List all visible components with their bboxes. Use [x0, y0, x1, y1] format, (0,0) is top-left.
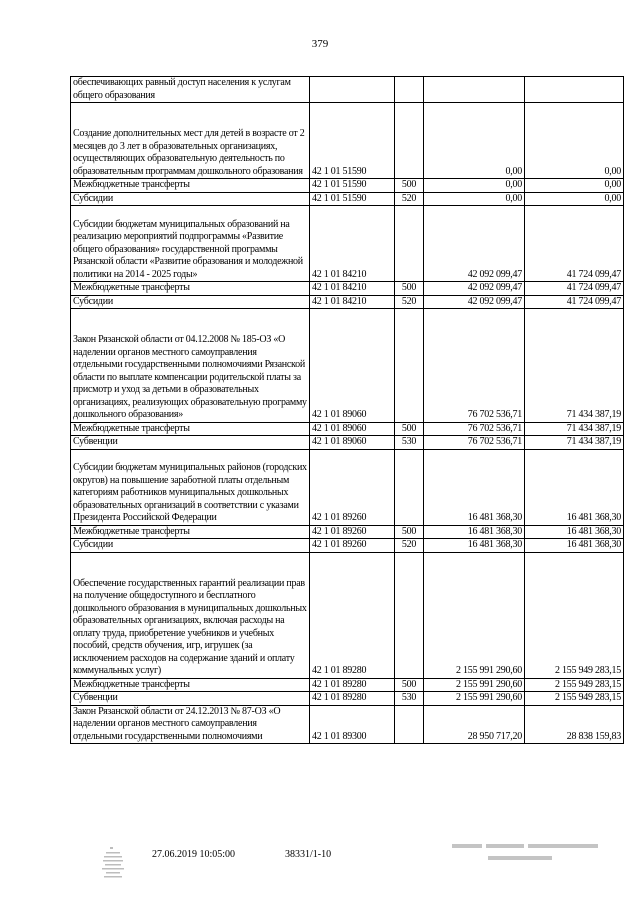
table-row: [71, 309, 624, 423]
table-row: [71, 552, 624, 678]
page-number: 379: [311, 38, 329, 50]
row-code-cell: 42 1 01 89060: [310, 422, 395, 436]
row-amount-year1-cell: 16 481 368,30: [424, 525, 525, 539]
row-expense-type-cell: 500: [395, 525, 424, 539]
row-amount-year2-cell: 2 155 949 283,15: [525, 552, 624, 678]
table-row: [71, 705, 624, 744]
table-row: [71, 282, 624, 296]
row-code-cell: 42 1 01 84210: [310, 282, 395, 296]
row-amount-year1-cell: 2 155 991 290,60: [424, 678, 525, 692]
row-name-cell: Субсидии бюджетам муниципальных образований на реализацию мероприятий подпрограммы «Развитие общего образования» государственной программы Рязанской области «Развитие образования и молодежной политики на 2014 - 2025 годы»: [71, 206, 310, 282]
row-name-cell: Межбюджетные трансферты: [71, 179, 310, 193]
table-row: [71, 436, 624, 450]
row-amount-year2-cell: 16 481 368,30: [525, 449, 624, 525]
row-expense-type-cell: [395, 309, 424, 423]
row-amount-year2-cell: 71 434 387,19: [525, 436, 624, 450]
row-amount-year1-cell: 16 481 368,30: [424, 539, 525, 553]
row-amount-year1-cell: 0,00: [424, 179, 525, 193]
row-amount-year2-cell: 41 724 099,47: [525, 295, 624, 309]
row-amount-year2-cell: 41 724 099,47: [525, 206, 624, 282]
row-amount-year2-cell: 16 481 368,30: [525, 525, 624, 539]
table-row: [71, 192, 624, 206]
row-name-cell: Закон Рязанской области от 24.12.2013 № 87-ОЗ «О наделении органов местного самоуправления отдельными государственными полномочиями: [71, 705, 310, 744]
row-name-cell: обеспечивающих равный доступ населения к услугам общего образования: [71, 77, 310, 103]
row-amount-year2-cell: 2 155 949 283,15: [525, 678, 624, 692]
table-row: [71, 539, 624, 553]
row-amount-year1-cell: 42 092 099,47: [424, 206, 525, 282]
row-expense-type-cell: 530: [395, 436, 424, 450]
table-body: [71, 77, 624, 744]
row-code-cell: 42 1 01 89260: [310, 539, 395, 553]
row-amount-year2-cell: 28 838 159,83: [525, 705, 624, 744]
row-amount-year1-cell: [424, 77, 525, 103]
row-name-cell: Субвенции: [71, 436, 310, 450]
row-amount-year2-cell: 0,00: [525, 103, 624, 179]
row-expense-type-cell: 520: [395, 295, 424, 309]
row-amount-year1-cell: 2 155 991 290,60: [424, 552, 525, 678]
row-code-cell: 42 1 01 84210: [310, 206, 395, 282]
row-expense-type-cell: [395, 206, 424, 282]
row-amount-year1-cell: 76 702 536,71: [424, 422, 525, 436]
row-code-cell: 42 1 01 89280: [310, 552, 395, 678]
row-name-cell: Обеспечение государственных гарантий реализации прав на получение общедоступного и бесплатного дошкольного образования в муниципальных дошкольных образовательных организациях, включая расходы на оплату труда, приобретение учебников и учебных пособий, средств обучения, игр, игрушек (за исключением расходов на содержание зданий и оплату коммунальных услуг): [71, 552, 310, 678]
row-code-cell: 42 1 01 51590: [310, 179, 395, 193]
row-name-cell: Межбюджетные трансферты: [71, 422, 310, 436]
row-code-cell: 42 1 01 89260: [310, 449, 395, 525]
row-name-cell: Субсидии бюджетам муниципальных районов (городских округов) на повышение заработной платы отдельным категориям работников муниципальных дошкольных образовательных организаций в соответствии с указами Президента Российской Федерации: [71, 449, 310, 525]
table-row: [71, 179, 624, 193]
row-amount-year1-cell: 76 702 536,71: [424, 436, 525, 450]
row-amount-year2-cell: 71 434 387,19: [525, 422, 624, 436]
row-amount-year2-cell: 0,00: [525, 192, 624, 206]
table-row: [71, 449, 624, 525]
row-name-cell: Субсидии: [71, 192, 310, 206]
row-expense-type-cell: [395, 705, 424, 744]
budget-table: [70, 76, 624, 744]
row-expense-type-cell: 500: [395, 282, 424, 296]
row-expense-type-cell: 500: [395, 422, 424, 436]
row-amount-year2-cell: 16 481 368,30: [525, 539, 624, 553]
row-code-cell: 42 1 01 89060: [310, 309, 395, 423]
row-expense-type-cell: [395, 77, 424, 103]
scan-stamp-right: [452, 838, 602, 868]
row-amount-year2-cell: [525, 77, 624, 103]
row-amount-year2-cell: 2 155 949 283,15: [525, 692, 624, 706]
row-code-cell: 42 1 01 89300: [310, 705, 395, 744]
row-name-cell: Межбюджетные трансферты: [71, 678, 310, 692]
row-code-cell: 42 1 01 89060: [310, 436, 395, 450]
table-row: [71, 295, 624, 309]
footer-date: 27.06.2019 10:05:00: [152, 849, 236, 860]
row-expense-type-cell: 530: [395, 692, 424, 706]
row-name-cell: Субсидии: [71, 539, 310, 553]
row-amount-year2-cell: 41 724 099,47: [525, 282, 624, 296]
row-name-cell: Межбюджетные трансферты: [71, 282, 310, 296]
row-amount-year1-cell: 42 092 099,47: [424, 282, 525, 296]
table-row: [71, 77, 624, 103]
row-expense-type-cell: 500: [395, 179, 424, 193]
row-amount-year1-cell: 42 092 099,47: [424, 295, 525, 309]
row-expense-type-cell: [395, 103, 424, 179]
row-expense-type-cell: 500: [395, 678, 424, 692]
row-amount-year2-cell: 71 434 387,19: [525, 309, 624, 423]
row-code-cell: 42 1 01 51590: [310, 192, 395, 206]
row-amount-year1-cell: 0,00: [424, 192, 525, 206]
row-name-cell: Создание дополнительных мест для детей в возрасте от 2 месяцев до 3 лет в образовательных организациях, осуществляющих образовательную деятельность по образовательным программам дошкольного образования: [71, 103, 310, 179]
row-name-cell: Субсидии: [71, 295, 310, 309]
row-code-cell: 42 1 01 89280: [310, 678, 395, 692]
row-code-cell: 42 1 01 84210: [310, 295, 395, 309]
table-row: [71, 103, 624, 179]
table-row: [71, 678, 624, 692]
row-code-cell: 42 1 01 51590: [310, 103, 395, 179]
row-amount-year1-cell: 28 950 717,20: [424, 705, 525, 744]
row-amount-year1-cell: 16 481 368,30: [424, 449, 525, 525]
row-code-cell: 42 1 01 89260: [310, 525, 395, 539]
row-expense-type-cell: 520: [395, 539, 424, 553]
row-name-cell: Закон Рязанской области от 04.12.2008 № 185-ОЗ «О наделении органов местного самоуправления отдельными государственными полномочиями Рязанской области по выплате компенсации родительской платы за присмотр и уход за детьми в образовательных организациях, реализующих образовательную программу дошкольного образования»: [71, 309, 310, 423]
row-amount-year1-cell: 2 155 991 290,60: [424, 692, 525, 706]
row-expense-type-cell: 520: [395, 192, 424, 206]
row-expense-type-cell: [395, 449, 424, 525]
footer-doc-code: 38331/1-10: [285, 849, 332, 860]
row-expense-type-cell: [395, 552, 424, 678]
row-amount-year1-cell: 0,00: [424, 103, 525, 179]
row-code-cell: [310, 77, 395, 103]
row-name-cell: Межбюджетные трансферты: [71, 525, 310, 539]
row-amount-year1-cell: 76 702 536,71: [424, 309, 525, 423]
table-row: [71, 206, 624, 282]
table-row: [71, 422, 624, 436]
row-name-cell: Субвенции: [71, 692, 310, 706]
table-row: [71, 525, 624, 539]
table-row: [71, 692, 624, 706]
row-code-cell: 42 1 01 89280: [310, 692, 395, 706]
row-amount-year2-cell: 0,00: [525, 179, 624, 193]
